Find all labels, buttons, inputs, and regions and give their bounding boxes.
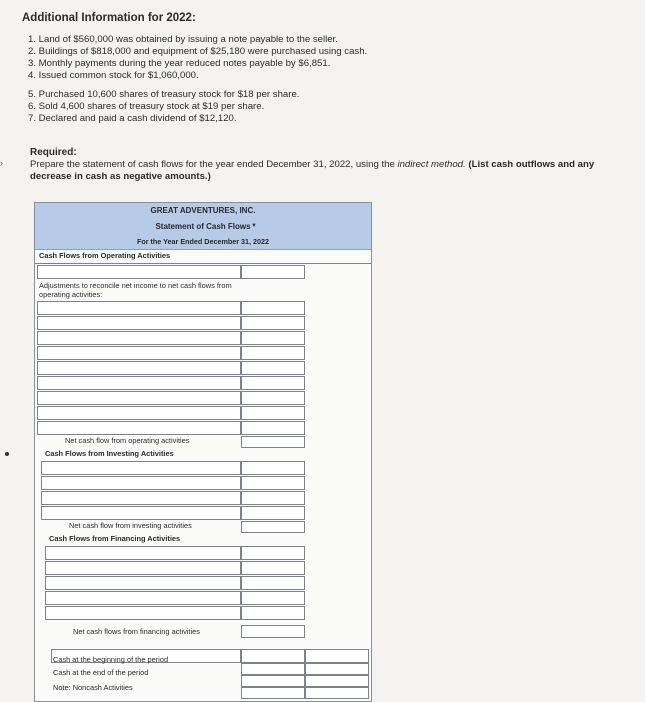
adjustment-amount-5[interactable] <box>241 361 305 375</box>
investing-line-2[interactable] <box>41 476 241 490</box>
required-line-2: decrease in cash as negative amounts.) <box>30 171 211 182</box>
cash-flow-worksheet <box>34 202 372 702</box>
net-change-amount[interactable] <box>241 649 305 663</box>
net-financing-amount[interactable] <box>241 625 305 638</box>
adjustment-line-1[interactable] <box>37 301 241 315</box>
noncash-note-label: Note: Noncash Activities <box>53 683 133 692</box>
info-item-7: 7. Declared and paid a cash dividend of $12,120. <box>28 113 237 124</box>
net-investing-label: Net cash flow from investing activities <box>69 521 192 530</box>
investing-amount-2[interactable] <box>241 476 305 490</box>
adjustment-amount-4[interactable] <box>241 346 305 360</box>
adjustment-line-2[interactable] <box>37 316 241 330</box>
adjustment-amount-6[interactable] <box>241 376 305 390</box>
adjustment-line-6[interactable] <box>37 376 241 390</box>
adjustment-amount-9[interactable] <box>241 421 305 435</box>
net-financing-label: Net cash flows from financing activities <box>73 627 200 636</box>
investing-amount-3[interactable] <box>241 491 305 505</box>
noncash-amount[interactable] <box>241 687 305 699</box>
adjustment-line-4[interactable] <box>37 346 241 360</box>
financing-amount-4[interactable] <box>241 591 305 605</box>
investing-heading: Cash Flows from Investing Activities <box>45 449 174 458</box>
financing-heading: Cash Flows from Financing Activities <box>49 534 181 543</box>
operating-amount-net-income[interactable] <box>241 265 305 279</box>
cash-beginning-label: Cash at the beginning of the period <box>53 655 169 664</box>
required-label: Required: <box>30 147 77 158</box>
required-line-1 <box>30 159 594 171</box>
adjustment-amount-8[interactable] <box>241 406 305 420</box>
cash-beginning-amount[interactable] <box>241 663 305 675</box>
financing-line-5[interactable] <box>45 606 241 620</box>
margin-mark: › <box>0 158 3 168</box>
financing-line-2[interactable] <box>45 561 241 575</box>
operating-line-net-income[interactable] <box>37 265 241 279</box>
financing-amount-5[interactable] <box>241 606 305 620</box>
margin-bullet <box>5 452 9 456</box>
financing-amount-2[interactable] <box>241 561 305 575</box>
operating-heading: Cash Flows from Operating Activities <box>39 251 171 260</box>
investing-line-1[interactable] <box>41 461 241 475</box>
cash-end-label: Cash at the end of the period <box>53 668 149 677</box>
adjustment-line-8[interactable] <box>37 406 241 420</box>
net-operating-amount[interactable] <box>241 436 305 448</box>
required-text: Prepare the statement of cash flows for the year ended December 31, 2022, using the <box>30 159 398 170</box>
noncash-total[interactable] <box>305 687 369 699</box>
adjustment-amount-1[interactable] <box>241 301 305 315</box>
adjustment-amount-3[interactable] <box>241 331 305 345</box>
statement-period: For the Year Ended December 31, 2022 <box>35 235 371 250</box>
info-item-6: 6. Sold 4,600 shares of treasury stock at $19 per share. <box>28 101 265 112</box>
cash-end-total[interactable] <box>305 675 369 687</box>
investing-amount-4[interactable] <box>241 506 305 520</box>
cash-end-amount[interactable] <box>241 675 305 687</box>
adjustments-label: Adjustments to reconcile net income to net cash flows from operating activities: <box>39 281 232 299</box>
cash-beginning-total[interactable] <box>305 663 369 675</box>
adjustment-line-7[interactable] <box>37 391 241 405</box>
adjustment-amount-7[interactable] <box>241 391 305 405</box>
adjustment-amount-2[interactable] <box>241 316 305 330</box>
info-item-2: 2. Buildings of $818,000 and equipment of $25,180 were purchased using cash. <box>28 46 368 57</box>
financing-amount-3[interactable] <box>241 576 305 590</box>
statement-title: Statement of Cash Flows <box>35 219 371 235</box>
required-method: indirect method. <box>397 159 466 170</box>
financing-line-1[interactable] <box>45 546 241 560</box>
info-item-4: 4. Issued common stock for $1,060,000. <box>28 70 199 81</box>
investing-line-4[interactable] <box>41 506 241 520</box>
financing-line-3[interactable] <box>45 576 241 590</box>
info-item-1: 1. Land of $560,000 was obtained by issuing a note payable to the seller. <box>28 34 338 45</box>
info-item-5: 5. Purchased 10,600 shares of treasury stock for $18 per share. <box>28 89 300 100</box>
investing-amount-1[interactable] <box>241 461 305 475</box>
financing-amount-1[interactable] <box>241 546 305 560</box>
additional-info-heading: Additional Information for 2022: <box>22 12 196 24</box>
company-name: GREAT ADVENTURES, INC. <box>35 203 371 220</box>
financing-line-4[interactable] <box>45 591 241 605</box>
adjustment-line-5[interactable] <box>37 361 241 375</box>
net-change-total[interactable] <box>305 649 369 663</box>
required-note: (List cash outflows and any <box>465 159 595 170</box>
net-operating-label: Net cash flow from operating activities <box>65 436 190 445</box>
dropdown-caret-icon: ▼ <box>251 223 257 229</box>
adjustment-line-3[interactable] <box>37 331 241 345</box>
adjustment-line-9[interactable] <box>37 421 241 435</box>
net-investing-amount[interactable] <box>241 521 305 533</box>
investing-line-3[interactable] <box>41 491 241 505</box>
info-item-3: 3. Monthly payments during the year reduced notes payable by $6,851. <box>28 58 331 69</box>
